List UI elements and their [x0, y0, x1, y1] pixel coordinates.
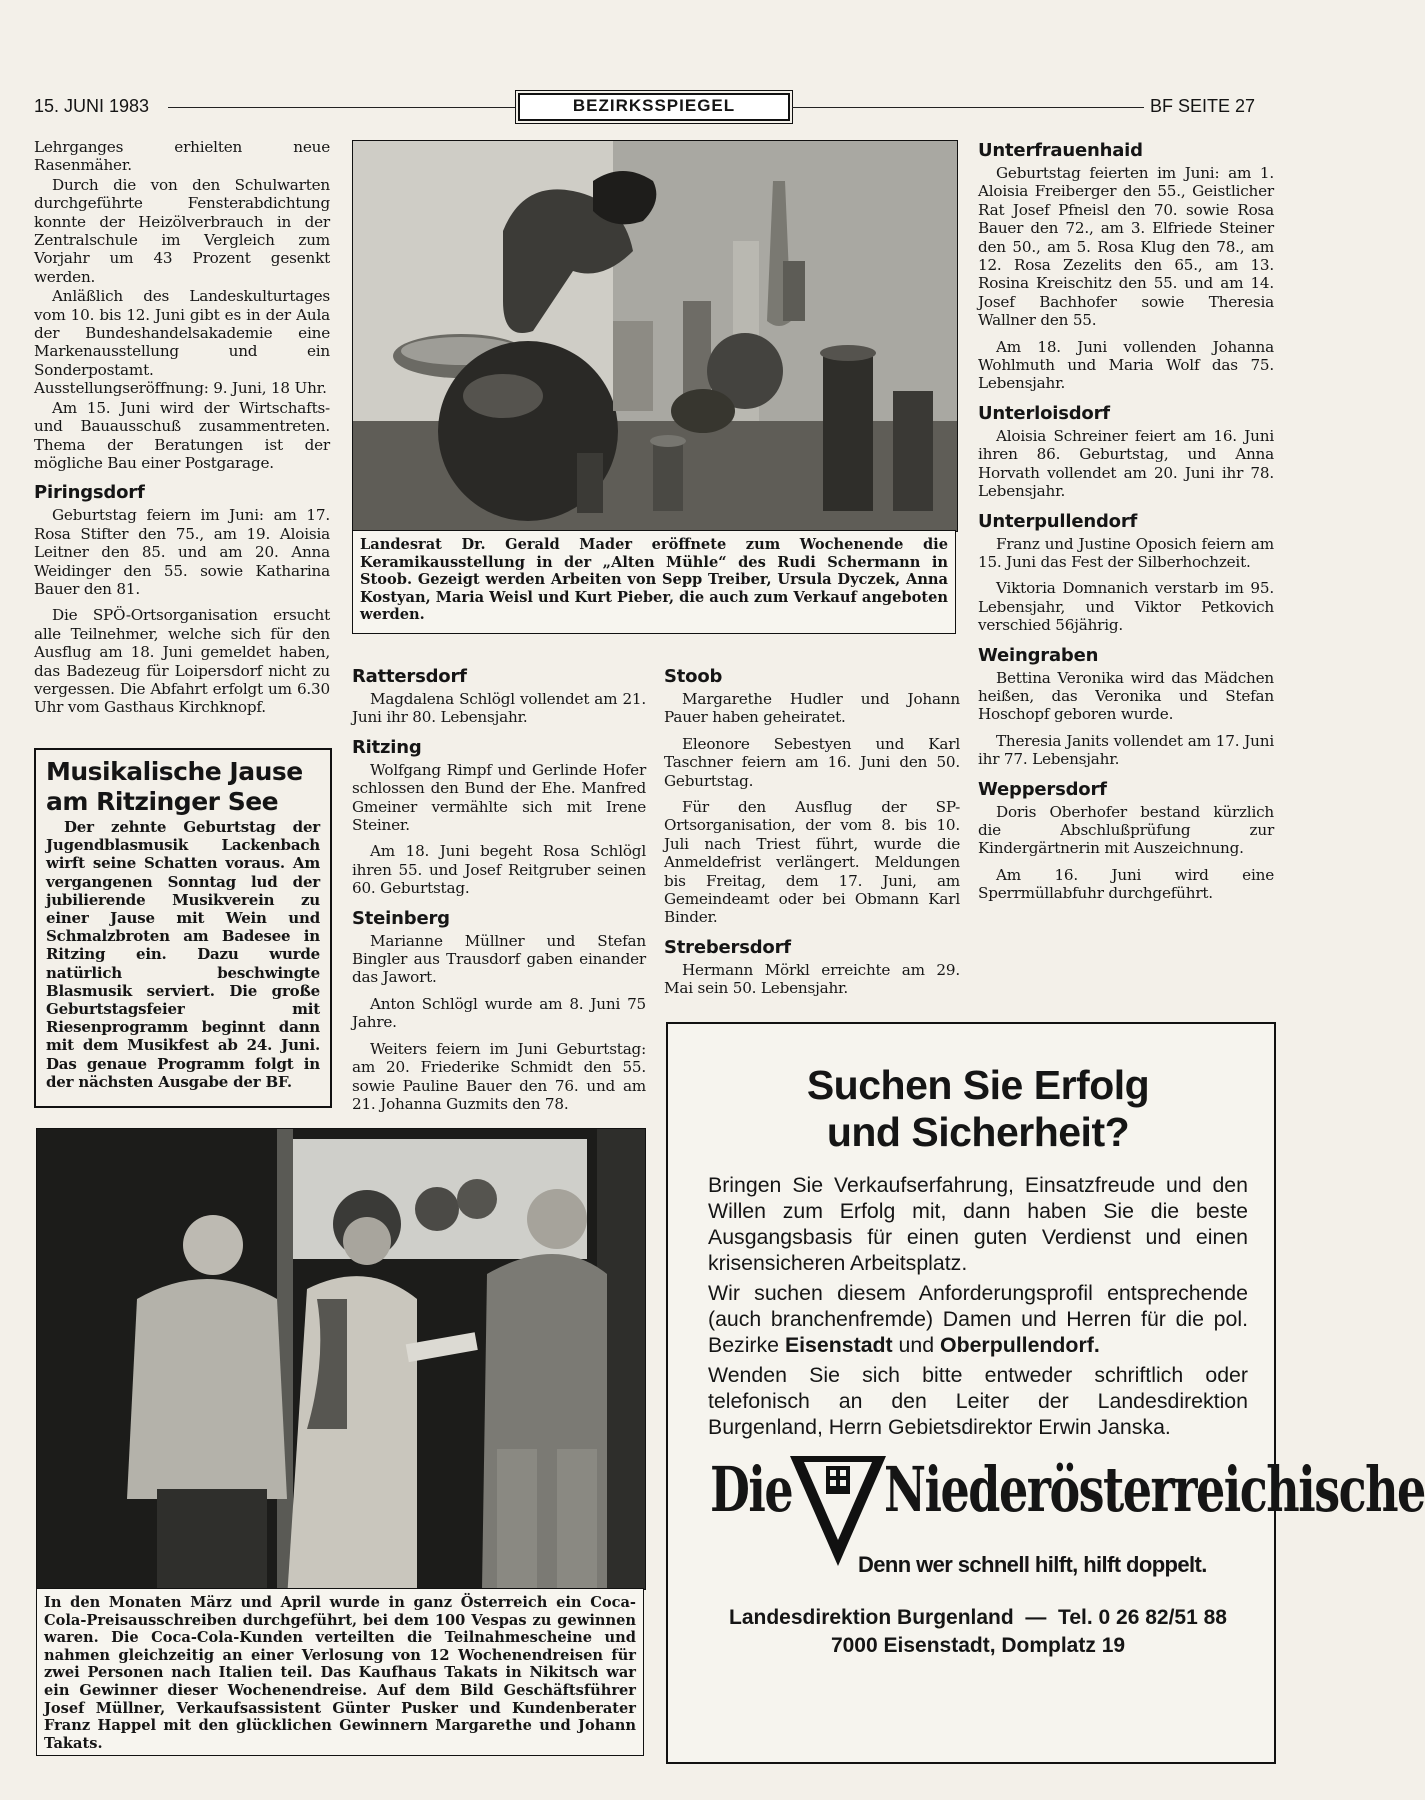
- ceramics-photo-image: [353, 141, 957, 531]
- ad-body: [708, 1172, 1248, 1440]
- article-paragraph: Doris Oberhofer bestand kürzlich die Abschlußprüfung zur Kindergärtnerin mit Auszeichnung.: [978, 802, 1274, 858]
- article-paragraph: Am 15. Juni wird der Wirtschafts- und Bauausschuß zusammentreten. Thema der Beratungen ist der mögliche Bau einer Postgarage.: [34, 398, 330, 472]
- ad-paragraph: [708, 1280, 1248, 1358]
- ceramics-photo: [352, 140, 958, 532]
- jause-text: Der zehnte Geburtstag der Jugendblasmusik Lackenbach wirft seine Schatten voraus. Am vergangenen Sonntag lud der jubilierende Musikverein zu einer Jause mit Wein und Schmalzbroten am Badesee in Ritzing ein. Dazu wurde natürlich beschwingte Blasmusik serviert. Die große Geburtstagsfeier mit Riesenprogramm beginnt dann mit dem Musikfest ab 24. Juni. Das genaue Programm folgt in der nächsten Ausgabe der BF.: [46, 818, 320, 1091]
- article-paragraph: Margarethe Hudler und Johann Pauer haben geheiratet.: [664, 690, 960, 727]
- article-paragraph: Durch die von den Schulwarten durchgeführte Fensterabdichtung konnte der Heizölverbrauch in der Zentralschule im Vergleich zum Vorjahr um 43 Prozent gesenkt werden.: [34, 175, 330, 286]
- heading-rattersdorf: Rattersdorf: [352, 666, 467, 687]
- ad-contact-line1: Landesdirektion Burgenland — Tel. 0 26 82/51 88: [729, 1606, 1227, 1629]
- shield-v-icon: [790, 1456, 886, 1566]
- article-paragraph: Geburtstag feierten im Juni: am 1. Aloisia Freiberger den 55., Geistlicher Rat Josef Pfneisl den 70. sowie Rosa Bauer den 72., am 3. Elfriede Steiner den 50., am 5. Rosa Klug den 78., am 12. Rosa Zezelits den 65., am 13. Rosina Kreischitz den 55. und am 14. Josef Bachhofer sowie Theresia Wallner den 55.: [978, 164, 1274, 330]
- ceramics-caption: Landesrat Dr. Gerald Mader eröffnete zum Wochenende die Keramikausstellung in der „Alten Mühle“ des Rudi Schermann in Stoob. Gezeigt werden Arbeiten von Sepp Treiber, Ursula Dyczek, Anna Kostyan, Maria Weisl und Kurt Pieber, die auch zum Verkauf angeboten werden.: [352, 530, 956, 634]
- ad-logo: [708, 1453, 1425, 1596]
- heading-unterfrauenhaid: Unterfrauenhaid: [978, 140, 1143, 161]
- heading-strebersdorf: Strebersdorf: [664, 936, 791, 958]
- winners-photo: [36, 1128, 646, 1590]
- article-paragraph: Die SPÖ-Ortsorganisation ersucht alle Teilnehmer, welche sich für den Ausflug am 18. Juni gemeldet haben, das Badezeug für Loipersdorf nicht zu vergessen. Die Abfahrt erfolgt um 6.30 Uhr vom Gasthaus Kirchknopf.: [34, 606, 330, 717]
- article-paragraph: Franz und Justine Oposich feiern am 15. Juni das Fest der Silberhochzeit.: [978, 534, 1274, 571]
- article-paragraph: Anläßlich des Landeskulturtages vom 10. bis 12. Juni gibt es in der Aula der Bundeshandelsakademie eine Markenausstellung und ein Sonderpostamt. Ausstellungseröffnung: 9. Juni, 18 Uhr.: [34, 287, 330, 398]
- column-4: [978, 140, 1274, 903]
- article-paragraph: Am 18. Juni vollenden Johanna Wohlmuth und Maria Wolf das 75. Lebensjahr.: [978, 337, 1274, 393]
- column-3: [664, 666, 960, 998]
- article-paragraph: Für den Ausflug der SP-Ortsorganisation, der vom 8. bis 10. Juli nach Triest führt, wurde die Anmeldefrist verlängert. Meldungen bis Freitag, dem 17. Juni, am Gemeindeamt oder bei Obmann Karl Binder.: [664, 798, 960, 927]
- heading-weingraben: Weingraben: [978, 644, 1099, 666]
- insurance-ad: [666, 1022, 1425, 1764]
- ad-text-span: und: [892, 1333, 941, 1357]
- jause-box: [34, 748, 332, 1108]
- winners-photo-image: [37, 1129, 645, 1589]
- article-paragraph: Hermann Mörkl erreichte am 29. Mai sein 50. Lebensjahr.: [664, 960, 960, 998]
- article-paragraph: Marianne Müllner und Stefan Bingler aus Trausdorf gaben einander das Jawort.: [352, 931, 646, 987]
- article-paragraph: Geburtstag feiern im Juni: am 17. Rosa Stifter den 75., am 19. Aloisia Leitner den 85. und am 20. Anna Weidinger den 55. sowie Katharina Bauer den 81.: [34, 506, 330, 598]
- ad-district-oberpullendorf: Oberpullendorf.: [940, 1333, 1100, 1357]
- ad-headline-line2: und Sicherheit?: [826, 1109, 1130, 1155]
- column-2: [352, 666, 646, 1113]
- article-paragraph: Eleonore Sebestyen und Karl Taschner feiern am 16. Juni den 50. Geburtstag.: [664, 734, 960, 790]
- ad-district-eisenstadt: Eisenstadt: [784, 1333, 893, 1357]
- header-rule-right: [792, 107, 1144, 108]
- page-number: BF SEITE 27: [1150, 96, 1256, 116]
- article-paragraph: Lehrganges erhielten neue Rasenmäher.: [34, 138, 330, 175]
- article-paragraph: Wolfgang Rimpf und Gerlinde Hofer schlossen den Bund der Ehe. Manfred Gmeiner vermählte sich mit Irene Steiner.: [352, 760, 646, 835]
- article-paragraph: Bettina Veronika wird das Mädchen heißen, das Veronika und Stefan Hoschopf geboren wurde.: [978, 668, 1274, 724]
- heading-weppersdorf: Weppersdorf: [978, 778, 1107, 800]
- header-rule-left: [168, 107, 516, 108]
- ad-text-span: Wir suchen diesem Anforderungsprofil entsprechende (auch branchenfremde) Damen und Herren für die pol. Bezirke: [708, 1281, 1248, 1357]
- ad-headline-line1: Suchen Sie Erfolg: [806, 1062, 1150, 1108]
- article-paragraph: Am 18. Juni begeht Rosa Schlögl ihren 55. und Josef Reitgruber seinen 60. Geburtstag.: [352, 842, 646, 898]
- heading-unterpullendorf: Unterpullendorf: [978, 510, 1138, 532]
- ad-paragraph: Bringen Sie Verkaufserfahrung, Einsatzfreude und den Willen zum Erfolg mit, dann haben Sie die beste Ausgangsbasis für einen guten Verdienst und einen krisensicheren Arbeitsplatz.: [708, 1173, 1248, 1275]
- article-paragraph: Viktoria Domnanich verstarb im 95. Lebensjahr, und Viktor Petkovich verschied 56jährig.: [978, 579, 1274, 635]
- jause-title-line1: Musikalische Jause: [46, 757, 303, 786]
- ad-slogan: Denn wer schnell hilft, hilft doppelt.: [858, 1552, 1207, 1577]
- heading-piringsdorf: Piringsdorf: [34, 482, 145, 504]
- jause-title-line2: am Ritzinger See: [46, 787, 279, 816]
- ad-contact-line2: 7000 Eisenstadt, Domplatz 19: [830, 1634, 1126, 1657]
- issue-date: 15. JUNI 1983: [34, 96, 150, 116]
- article-paragraph: Am 16. Juni wird eine Sperrmüllabfuhr durchgeführt.: [978, 865, 1274, 903]
- column-1: [34, 138, 330, 717]
- winners-caption: In den Monaten März und April wurde in ganz Österreich ein Coca-Cola-Preisausschreiben durchgeführt, bei dem 100 Vespas zu gewinnen waren. Die Coca-Cola-Kunden verteilten die Teilnahmescheine und nahmen gleichzeitig an einer Verlosung von 12 Wochenendreisen für zwei Personen nach Italien teil. Das Kaufhaus Takats in Nikitsch war ein Gewinner dieser Wochenendreise. Auf dem Bild Geschäftsführer Josef Müllner, Verkaufsassistent Günter Pusker und Kundenberater Franz Happel mit den glücklichen Gewinnern Margarethe und Johann Takats.: [36, 1588, 644, 1756]
- logo-name: Niederösterreichische: [884, 1453, 1425, 1526]
- article-paragraph: Magdalena Schlögl vollendet am 21. Juni ihr 80. Lebensjahr.: [352, 690, 646, 727]
- heading-ritzing: Ritzing: [352, 736, 422, 758]
- logo-die: Die: [710, 1453, 793, 1526]
- ad-paragraph: Wenden Sie sich bitte entweder schriftlich oder telefonisch an den Leiter der Landesdirektion Burgenland, Herrn Gebietsdirektor Erwin Janska.: [708, 1363, 1248, 1439]
- article-paragraph: Weiters feiern im Juni Geburtstag: am 20. Friederike Schmidt den 55. sowie Pauline Bauer den 76. und am 21. Johanna Guzmits den 78.: [352, 1039, 646, 1113]
- article-paragraph: Aloisia Schreiner feiert am 16. Juni ihren 86. Geburtstag, und Anna Horvath vollendet am 20. Juni ihr 78. Lebensjahr.: [978, 426, 1274, 501]
- article-paragraph: Theresia Janits vollendet am 17. Juni ihr 77. Lebensjahr.: [978, 731, 1274, 769]
- section-label: BEZIRKSSPIEGEL: [518, 93, 790, 121]
- heading-unterloisdorf: Unterloisdorf: [978, 402, 1110, 424]
- heading-steinberg: Steinberg: [352, 907, 450, 929]
- article-paragraph: Anton Schlögl wurde am 8. Juni 75 Jahre.: [352, 994, 646, 1032]
- heading-stoob: Stoob: [664, 666, 723, 687]
